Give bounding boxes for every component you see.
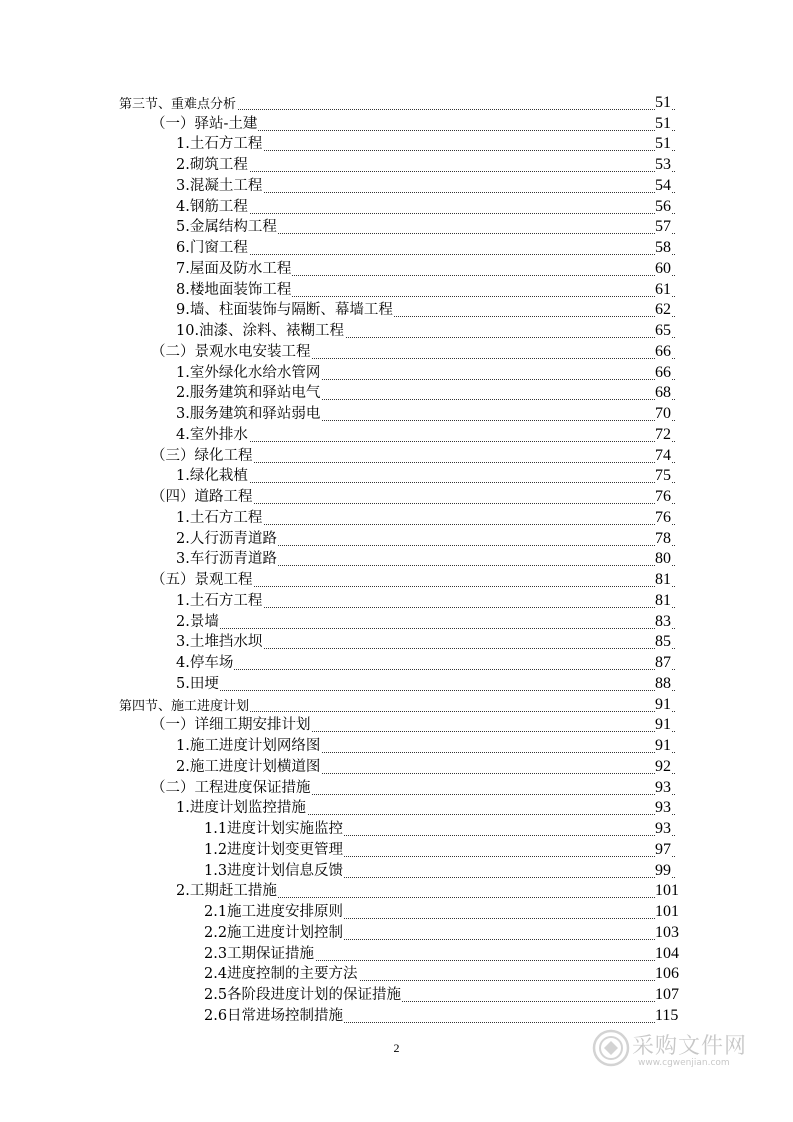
- toc-entry[interactable]: [0, 322, 793, 343]
- toc-entry-title: 4.室外排水: [176, 423, 249, 444]
- toc-entry-title: 2.服务建筑和驿站电气: [176, 381, 321, 402]
- toc-entry-page: 61: [655, 280, 671, 298]
- toc-entry-page: 66: [655, 342, 671, 360]
- toc-entry[interactable]: [0, 654, 793, 675]
- toc-entry[interactable]: [0, 613, 793, 634]
- toc-entry-title: 1.施工进度计划网络图: [176, 734, 321, 755]
- toc-entry-title: 2.3工期保证措施: [204, 942, 315, 963]
- toc-entry-title: 2.1施工进度安排原则: [204, 900, 344, 921]
- toc-entry[interactable]: [0, 696, 793, 717]
- toc-entry-title: 7.屋面及防水工程: [176, 257, 292, 278]
- toc-entry[interactable]: [0, 509, 793, 530]
- toc-entry-page: 68: [655, 384, 671, 402]
- toc-entry-page: 92: [655, 757, 671, 775]
- toc-entry[interactable]: [0, 841, 793, 862]
- toc-entry-page: 101: [655, 903, 679, 920]
- toc-dot-leader: [176, 628, 675, 629]
- toc-entry-page: 78: [655, 529, 671, 547]
- toc-dot-leader: [176, 482, 675, 483]
- toc-entry[interactable]: [0, 426, 793, 447]
- toc-entry-title: 1.进度计划监控措施: [176, 796, 307, 817]
- toc-entry-page: 91: [655, 695, 671, 713]
- toc-entry-title: （二）工程进度保证措施: [151, 776, 312, 797]
- toc-entry-page: 51: [655, 114, 671, 132]
- toc-entry-page: 53: [655, 156, 671, 173]
- toc-entry-title: （一）驿站-土建: [151, 112, 258, 133]
- toc-entry-title: 3.混凝土工程: [176, 174, 263, 195]
- toc-entry-title: 2.6日常进场控制措施: [204, 1004, 344, 1025]
- toc-entry-page: 85: [655, 633, 671, 651]
- toc-entry[interactable]: [0, 136, 793, 157]
- toc-entry[interactable]: [0, 115, 793, 136]
- toc-entry-title: 1.3进度计划信息反馈: [204, 859, 344, 880]
- toc-entry-page: 80: [655, 550, 671, 568]
- toc-entry-page: 51: [655, 93, 671, 111]
- toc-entry-title: 3.土堆挡水坝: [176, 630, 263, 651]
- toc-entry-page: 54: [655, 176, 671, 194]
- toc-entry[interactable]: [0, 779, 793, 800]
- toc-entry-title: 2.人行沥青道路: [176, 527, 278, 548]
- toc-entry-page: 97: [655, 840, 671, 858]
- toc-entry-title: 1.室外绿化水给水管网: [176, 361, 321, 382]
- toc-entry[interactable]: [0, 302, 793, 323]
- toc-entry-page: 101: [655, 882, 679, 900]
- toc-dot-leader: [176, 254, 675, 255]
- toc-entry-title: 3.车行沥青道路: [176, 547, 278, 568]
- toc-entry-page: 60: [655, 259, 671, 277]
- toc-entry-title: 1.土石方工程: [176, 132, 263, 153]
- toc-entry-page: 91: [655, 716, 671, 734]
- toc-entry-title: 5.金属结构工程: [176, 215, 278, 236]
- toc-entry-page: 75: [655, 467, 671, 485]
- toc-entry-title: 4.停车场: [176, 651, 234, 672]
- toc-entry-title: 4.钢筋工程: [176, 195, 249, 216]
- watermark-url: www.cgwenjian.com: [638, 1058, 730, 1068]
- toc-entry-page: 103: [655, 923, 679, 941]
- toc-entry[interactable]: [0, 364, 793, 385]
- page-number: 2: [393, 1041, 400, 1055]
- toc-entry[interactable]: [0, 717, 793, 738]
- toc-entry-page: 70: [655, 405, 671, 422]
- toc-entry[interactable]: [0, 219, 793, 240]
- watermark-title: 采购文件网: [632, 1034, 748, 1059]
- toc-dot-leader: [176, 213, 675, 214]
- toc-entry[interactable]: [0, 488, 793, 509]
- toc-entry-page: 106: [655, 965, 679, 983]
- toc-entry-title: 9.墙、柱面装饰与隔断、幕墙工程: [176, 298, 394, 319]
- toc-entry-page: 76: [655, 508, 671, 526]
- toc-entry[interactable]: [0, 924, 793, 945]
- toc-entry[interactable]: [0, 94, 793, 115]
- toc-entry[interactable]: [0, 405, 793, 426]
- toc-entry-title: 2.4进度控制的主要方法: [204, 962, 359, 983]
- toc-entry-page: 88: [655, 674, 671, 692]
- toc-entry[interactable]: [0, 903, 793, 924]
- toc-entry[interactable]: [0, 800, 793, 821]
- toc-entry[interactable]: [0, 385, 793, 406]
- toc-entry-title: （二）景观水电安装工程: [151, 340, 312, 361]
- toc-entry[interactable]: [0, 198, 793, 219]
- watermark-logo-icon: [592, 1029, 630, 1067]
- toc-entry-title: 2.2施工进度计划控制: [204, 921, 344, 942]
- toc-entry-title: 2.5各阶段进度计划的保证措施: [204, 983, 402, 1004]
- toc-entry-page: 83: [655, 612, 671, 630]
- toc-entry-page: 72: [655, 425, 671, 443]
- toc-entry[interactable]: [0, 530, 793, 551]
- toc-entry[interactable]: [0, 986, 793, 1007]
- toc-entry-title: 3.服务建筑和驿站弱电: [176, 402, 321, 423]
- toc-entry-title: 6.门窗工程: [176, 236, 249, 257]
- toc-entry[interactable]: [0, 571, 793, 592]
- toc-entry[interactable]: [0, 177, 793, 198]
- table-of-contents: [0, 94, 793, 1028]
- toc-entry-page: 104: [655, 944, 679, 962]
- toc-entry-title: 1.2进度计划变更管理: [204, 838, 344, 859]
- toc-entry-title: 1.土石方工程: [176, 506, 263, 527]
- toc-entry-title: 5.田埂: [176, 672, 220, 693]
- toc-entry[interactable]: [0, 592, 793, 613]
- toc-entry[interactable]: [0, 156, 793, 177]
- toc-entry[interactable]: [0, 675, 793, 696]
- toc-entry[interactable]: [0, 758, 793, 779]
- toc-entry[interactable]: [0, 820, 793, 841]
- toc-entry-page: 87: [655, 654, 671, 671]
- toc-entry-page: 74: [655, 446, 671, 464]
- toc-entry-page: 51: [655, 135, 671, 153]
- toc-entry[interactable]: [0, 239, 793, 260]
- toc-dot-leader: [176, 441, 675, 442]
- toc-entry[interactable]: [0, 260, 793, 281]
- toc-entry-page: 58: [655, 239, 671, 256]
- toc-entry-page: 93: [655, 778, 671, 796]
- toc-entry-title: 10.油漆、涂料、裱糊工程: [176, 319, 345, 340]
- toc-entry-page: 107: [655, 986, 679, 1003]
- toc-entry-page: 81: [655, 571, 671, 588]
- toc-entry-page: 93: [655, 799, 671, 817]
- toc-dot-leader: [176, 690, 675, 691]
- toc-entry-page: 56: [655, 197, 671, 215]
- toc-entry-title: 2.景墙: [176, 610, 220, 631]
- toc-entry[interactable]: [0, 862, 793, 883]
- toc-entry-page: 93: [655, 820, 671, 837]
- watermark: [592, 1025, 752, 1075]
- toc-entry[interactable]: [0, 447, 793, 468]
- toc-entry-page: 76: [655, 488, 671, 505]
- toc-entry-title: 第三节、重难点分析: [119, 93, 237, 112]
- toc-entry-page: 81: [655, 591, 671, 609]
- toc-entry-title: 1.绿化栽植: [176, 464, 249, 485]
- toc-entry-page: 57: [655, 218, 671, 236]
- toc-entry-title: （三）绿化工程: [151, 444, 254, 465]
- toc-entry-title: 第四节、施工进度计划: [119, 695, 250, 714]
- toc-entry-page: 91: [655, 737, 671, 754]
- toc-entry-title: 2.工期赶工措施: [176, 879, 278, 900]
- toc-entry-title: 2.施工进度计划横道图: [176, 755, 321, 776]
- toc-entry-page: 115: [655, 1006, 679, 1024]
- toc-entry[interactable]: [0, 281, 793, 302]
- toc-entry[interactable]: [0, 883, 793, 904]
- toc-entry-title: 8.楼地面装饰工程: [176, 278, 292, 299]
- toc-entry[interactable]: [0, 737, 793, 758]
- toc-entry[interactable]: [0, 551, 793, 572]
- toc-entry-title: （四）道路工程: [151, 485, 254, 506]
- toc-entry[interactable]: [0, 343, 793, 364]
- toc-entry-page: 62: [655, 301, 671, 319]
- toc-entry-title: 1.1进度计划实施监控: [204, 817, 344, 838]
- toc-entry-title: （五）景观工程: [151, 568, 254, 589]
- toc-entry[interactable]: [0, 634, 793, 655]
- toc-entry-page: 99: [655, 861, 671, 879]
- toc-entry-page: 65: [655, 322, 671, 339]
- toc-entry-page: 66: [655, 363, 671, 381]
- toc-entry-title: 2.砌筑工程: [176, 153, 249, 174]
- toc-entry-title: 1.土石方工程: [176, 589, 263, 610]
- toc-dot-leader: [176, 171, 675, 172]
- toc-entry[interactable]: [0, 945, 793, 966]
- toc-entry-title: （一）详细工期安排计划: [151, 713, 312, 734]
- toc-dot-leader: [176, 669, 675, 670]
- toc-entry[interactable]: [0, 468, 793, 489]
- toc-entry[interactable]: [0, 1007, 793, 1028]
